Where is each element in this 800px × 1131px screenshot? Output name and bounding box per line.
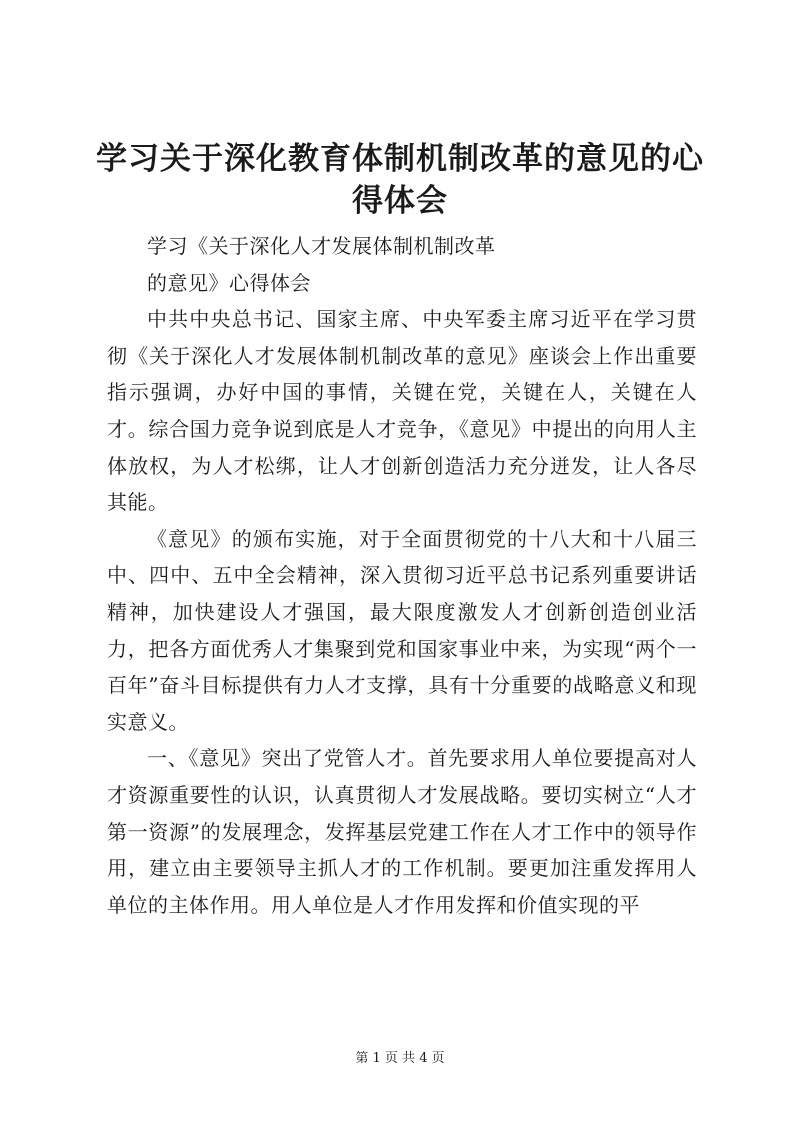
paragraph-3: 一、《意见》突出了党管人才。首先要求用人单位要提高对人才资源重要性的认识，认真贯彻人才发展战略。要切实树立“人才第一资源”的发展理念，发挥基层党建工作在人才工作中的领导作用，建立由主要领导主抓人才的工作机制。要更加注重发挥用人单位的主体作用。用人单位是人才作用发挥和价值实现的平 (107, 746, 697, 917)
document-title: 学习关于深化教育体制机制改革的意见的心得体会 (96, 141, 704, 219)
subtitle-line-2: 的意见》心得体会 (147, 270, 311, 295)
paragraph-2: 《意见》的颁布实施，对于全面贯彻党的十八大和十八届三中、四中、五中全会精神，深入贯彻习近平总书记系列重要讲话精神，加快建设人才强国，最大限度激发人才创新创造创业活力，把各方面优秀人才集聚到党和国家事业中来，为实现“两个一百年”奋斗目标提供有力人才支撑，具有十分重要的战略意义和现实意义。 (107, 526, 697, 734)
paragraph-1: 中共中央总书记、国家主席、中央军委主席习近平在学习贯彻《关于深化人才发展体制机制改革的意见》座谈会上作出重要指示强调，办好中国的事情，关键在党，关键在人，关键在人才。综合国力竞争说到底是人才竞争，《意见》中提出的向用人主体放权，为人才松绑，让人才创新创造活力充分迸发，让人各尽其能。 (107, 307, 697, 515)
page-number: 第 1 页 共 4 页 (355, 1051, 445, 1066)
subtitle-line-1: 学习《关于深化人才发展体制机制改革 (147, 234, 496, 258)
page-footer (0, 1050, 800, 1068)
document-body (107, 228, 697, 923)
